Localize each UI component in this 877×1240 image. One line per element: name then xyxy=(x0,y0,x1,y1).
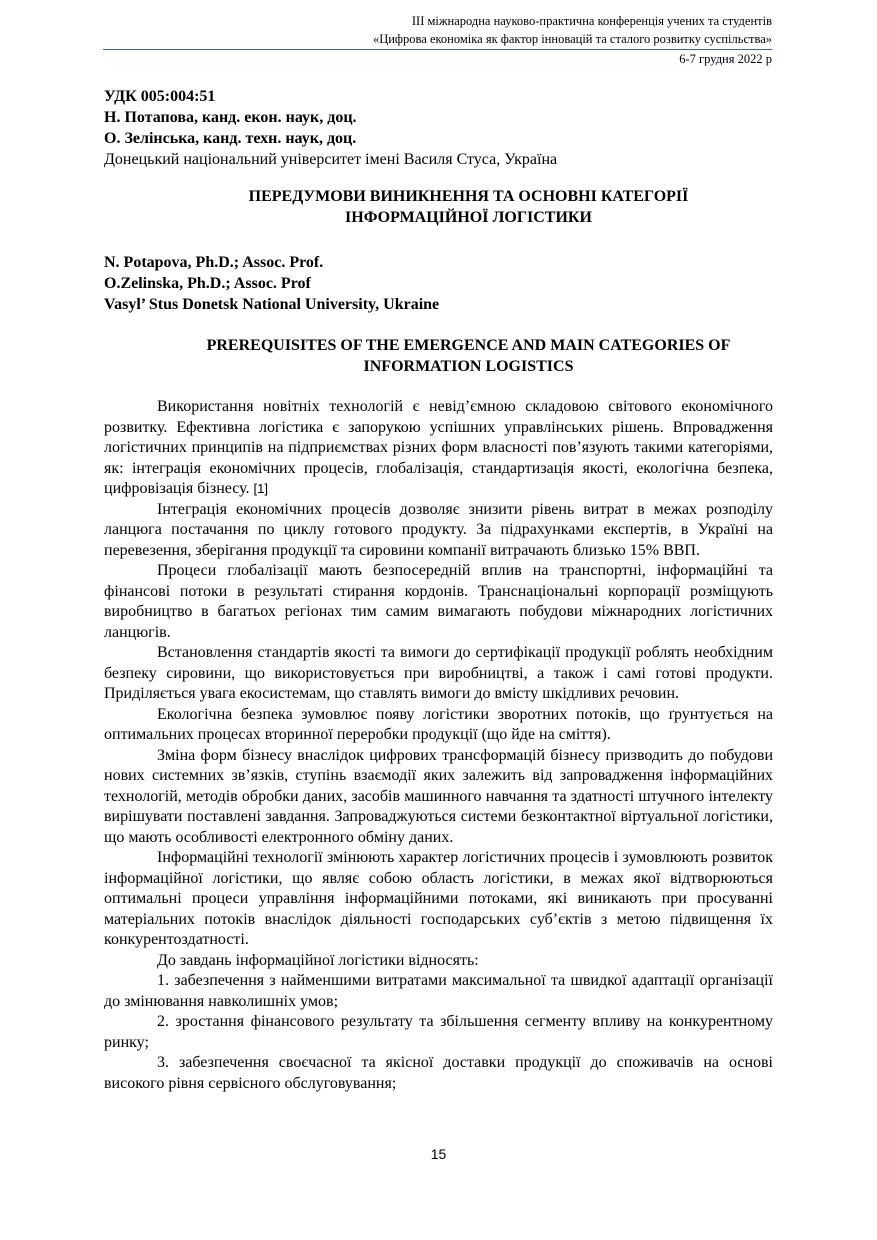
title-ua xyxy=(104,186,773,228)
header-theme-line: «Цифрова економіка як фактор інновацій та сталого розвитку суспільства» xyxy=(372,32,772,46)
author-en-1: N. Potapova, Ph.D.; Assoc. Prof. xyxy=(104,254,324,271)
header-conference-line: III міжнародна науково-практична конференція учених та студентів xyxy=(411,14,772,28)
paragraph: Використання новітніх технологій є невід’ємною складовою світового економічного розвитку. Ефективна логістика є запорукою успішних управлінських рішень. Впровадження логістичних принципів на підприємствах різних форм власності пов’язують такими категоріями, як: інтеграція економічних процесів, глобалізація, стандартизація якості, екологічна безпека, цифровізація бізнесу. [1] xyxy=(104,398,773,497)
paragraph: Інформаційні технології змінюють характер логістичних процесів і зумовлюють розвиток інформаційної логістики, що являє собою область логістики, в межах якої відтворюються оптимальні процеси управління інформаційними потоками, які виникають при просуванні матеріальних потоків внаслідок діяльності господарських суб’єктів з метою підвищення їх конкурентоздатності. xyxy=(104,849,773,948)
title-ua-line-2: ІНФОРМАЦІЙНОЇ ЛОГІСТИКИ xyxy=(345,209,592,226)
list-item: 2. зростання фінансового результату та збільшення сегменту впливу на конкурентному ринку; xyxy=(104,1013,773,1051)
header-date: 6-7 грудня 2022 р xyxy=(679,52,772,66)
list-item: 3. забезпечення своєчасної та якісної доставки продукції до споживачів на основі високого рівня сервісного обслуговування; xyxy=(104,1054,773,1092)
article-body xyxy=(104,86,773,1094)
header-rule xyxy=(103,49,772,50)
affiliation-ua: Донецький національний університет імені Василя Стуса, Україна xyxy=(104,151,558,168)
running-header xyxy=(373,12,772,48)
paragraph: Зміна форм бізнесу внаслідок цифрових трансформацій бізнесу призводить до побудови нових системних зв’язків, ступінь взаємодії яких залежить від запровадження інформаційних технологій, методів обробки даних, засобів машинного навчання та здатності штучного інтелекту вирішувати поставлені завдання. Запроваджуються системи безконтактної віртуальної логістики, що мають особливості електронного обміну даних. xyxy=(104,746,773,846)
author-ua-1: Н. Потапова, канд. екон. наук, доц. xyxy=(104,109,357,126)
paragraph: Процеси глобалізації мають безпосередній вплив на транспортні, інформаційні та фінансові потоки в результаті стирання кордонів. Транснаціональні корпорації розміщують виробництво в багатьох регіонах тим самим вимагають побудови міжнародних логістичних ланцюгів. xyxy=(104,562,773,641)
list-item: 1. забезпечення з найменшими витратами максимальної та швидкої адаптації організації до змінювання навколишніх умов; xyxy=(104,972,773,1010)
paragraph: Екологічна безпека зумовлює появу логістики зворотних потоків, що ґрунтується на оптимальних процесах вторинної переробки продукції (що йде на сміття). xyxy=(104,705,773,743)
title-en-line-1: PREREQUISITES OF THE EMERGENCE AND MAIN CATEGORIES OF xyxy=(206,337,731,354)
citation-ref: [1] xyxy=(253,481,269,496)
page-number: 15 xyxy=(430,1146,447,1162)
title-ua-line-1: ПЕРЕДУМОВИ ВИНИКНЕННЯ ТА ОСНОВНІ КАТЕГОРІЇ xyxy=(248,188,689,205)
author-ua-2: О. Зелінська, канд. техн. наук, доц. xyxy=(104,130,357,147)
paragraph: Інтеграція економічних процесів дозволяє знизити рівень витрат в межах розподілу ланцюга постачання по циклу готового продукту. За підрахунками експертів, в Україні на перевезення, зберігання продукції та сировини компанії витрачають близько 15% ВВП. xyxy=(104,500,773,559)
affiliation-en: Vasyl’ Stus Donetsk National University, Ukraine xyxy=(104,296,440,313)
title-en xyxy=(104,335,773,377)
title-en-line-2: INFORMATION LOGISTICS xyxy=(363,358,574,375)
udk-code: УДК 005:004:51 xyxy=(104,88,216,105)
author-en-2: O.Zelinska, Ph.D.; Assoc. Prof xyxy=(104,275,311,292)
paragraph: До завдань інформаційної логістики відносять: xyxy=(157,951,479,969)
paragraph: Встановлення стандартів якості та вимоги до сертифікації продукції роблять необхідним безпеку сировини, що використовується при виробництві, а також і самі готові продукти. Приділяється увага екосистемам, що ставлять вимоги до вмісту шкідливих речовин. xyxy=(104,644,773,702)
